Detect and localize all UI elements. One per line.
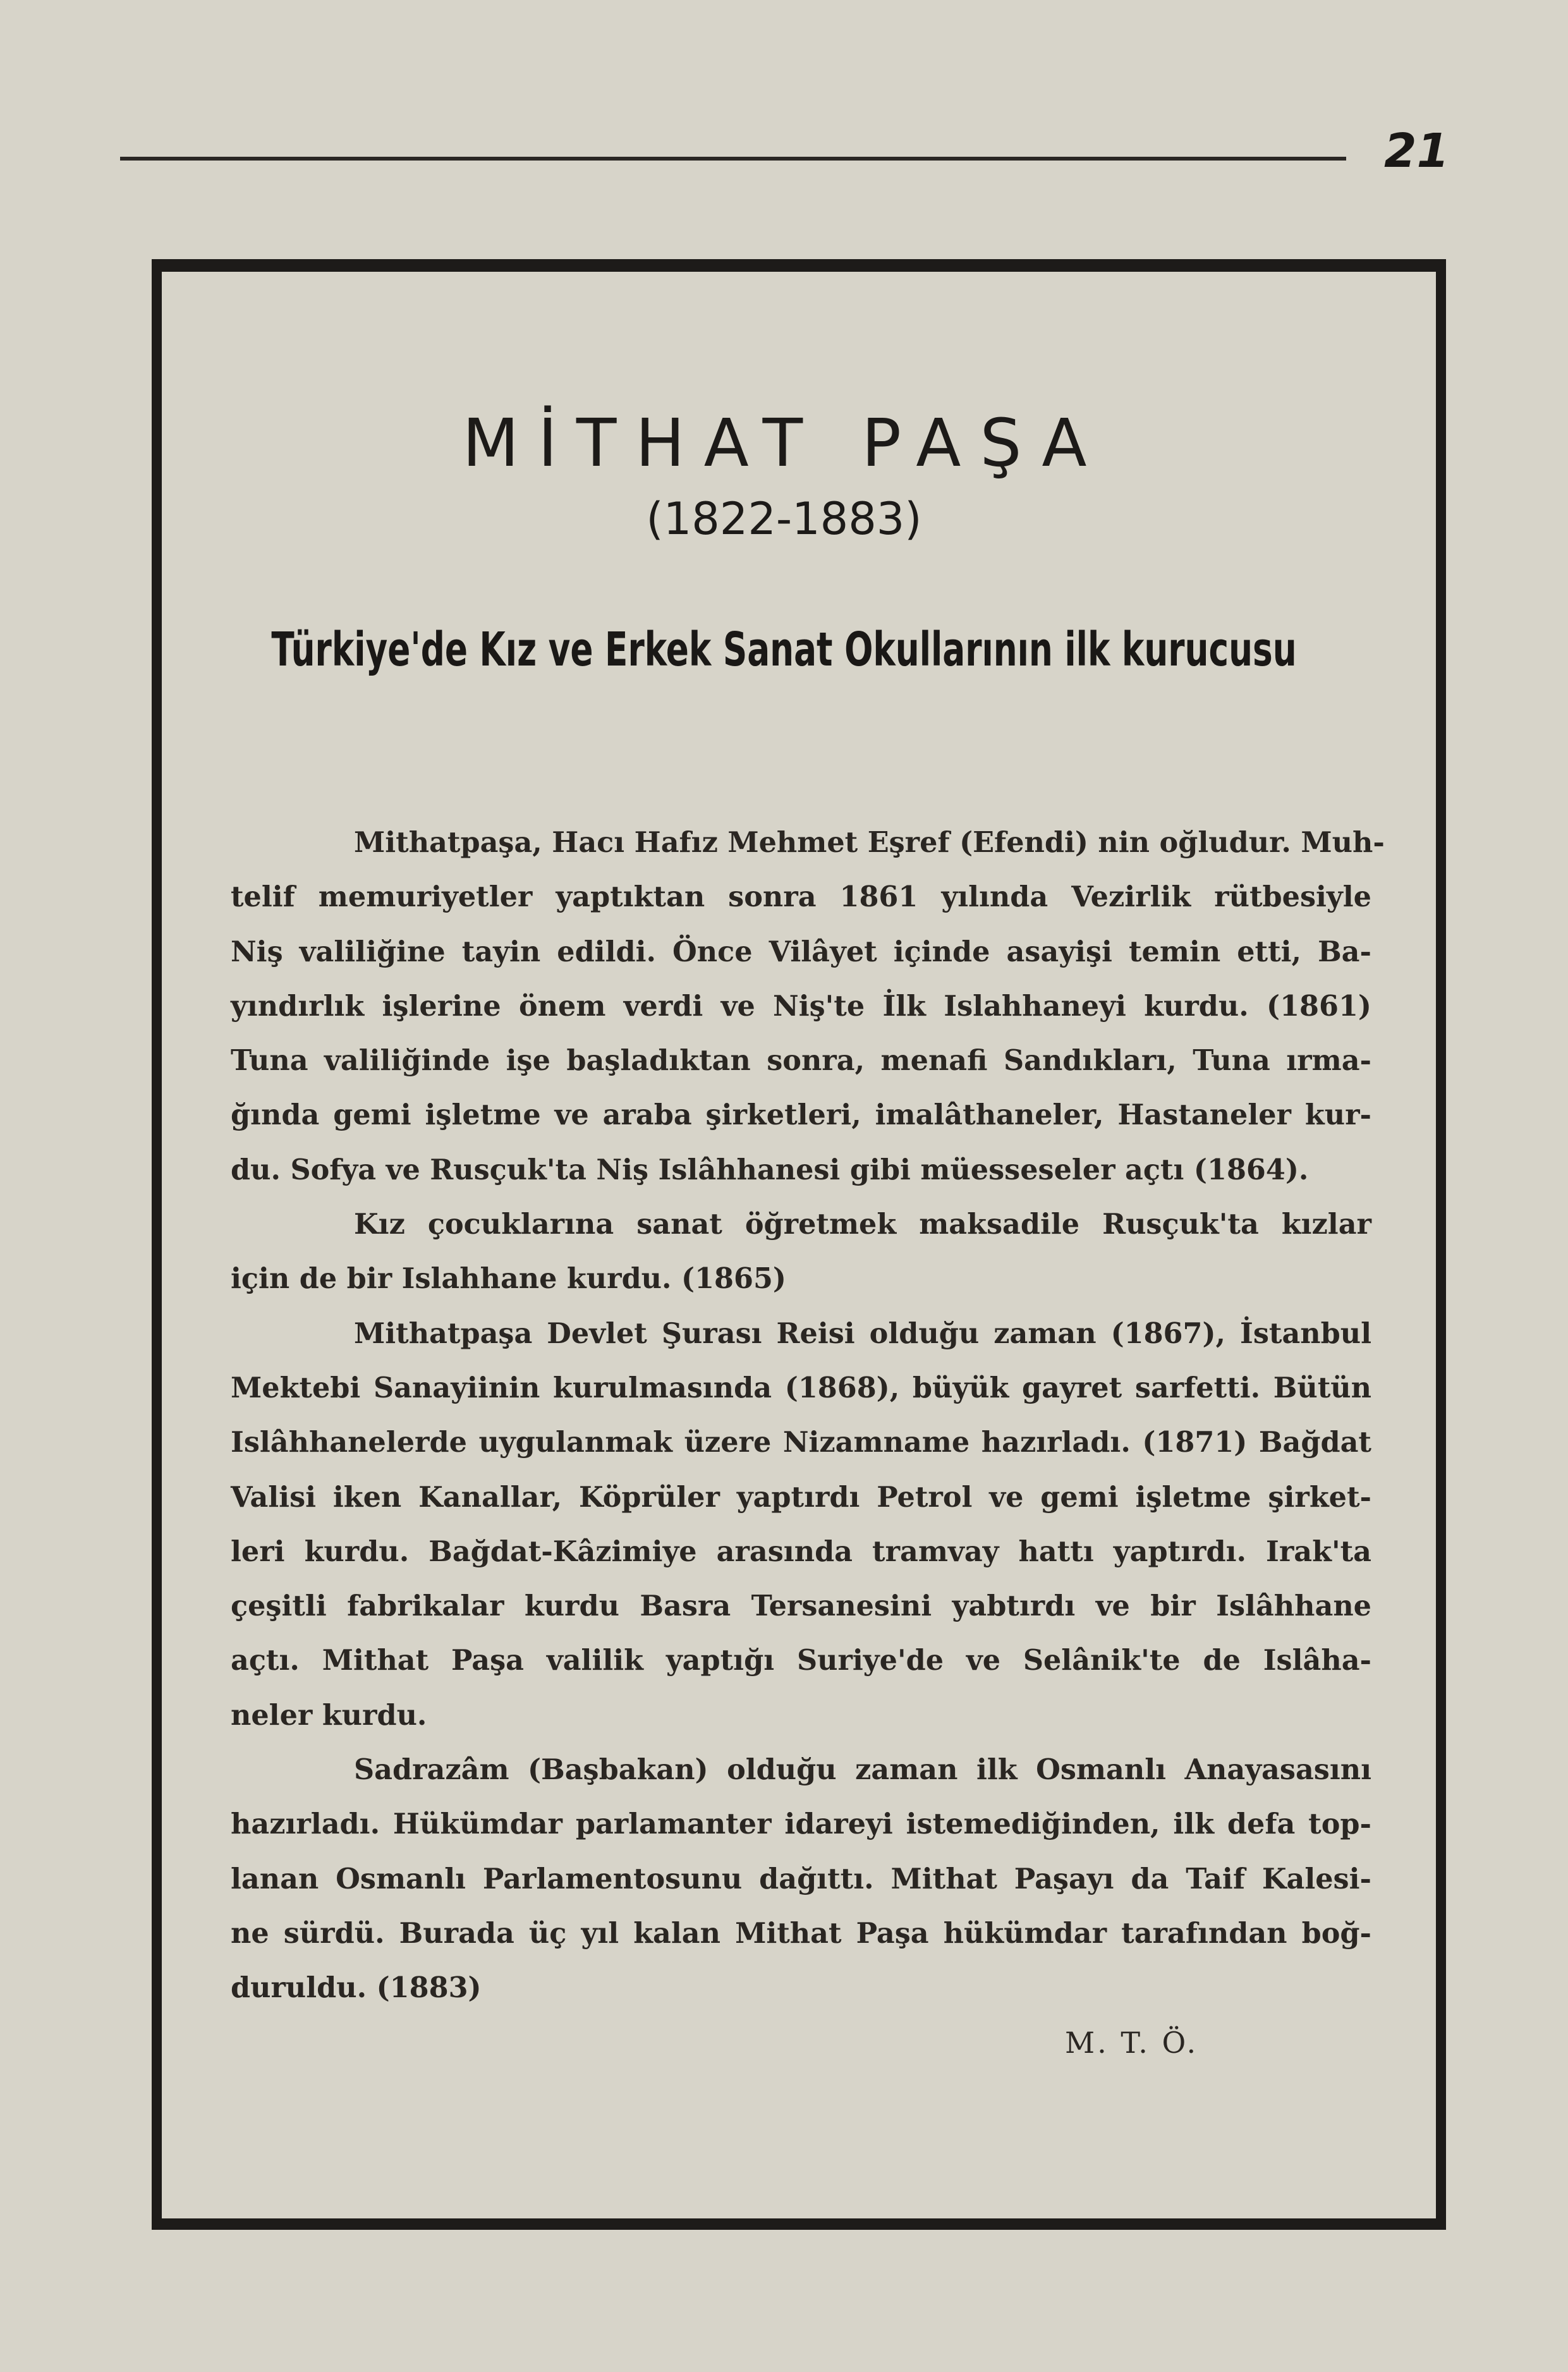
text-line: hazırladı. Hükümdar parlamanter idareyi istemediğinden, ilk defa top-: [231, 1808, 1371, 1841]
text-line: açtı. Mithat Paşa valilik yaptığı Suriye'de ve Selânik'te de Islâha-: [231, 1644, 1371, 1677]
text-line: için de bir Islahhane kurdu. (1865): [231, 1262, 786, 1296]
biography-text: [231, 815, 1385, 2016]
text-line: telif memuriyetler yaptıktan sonra 1861 yılında Vezirlik rütbesiyle: [231, 880, 1371, 914]
text-line: leri kurdu. Bağdat-Kâzimiye arasında tramvay hattı yaptırdı. Irak'ta: [231, 1535, 1371, 1568]
text-line: Islâhhanelerde uygulanmak üzere Nizamname hazırladı. (1871) Bağdat: [231, 1426, 1371, 1459]
text-line: duruldu. (1883): [231, 1971, 482, 2005]
lifespan-years: (1822-1883): [646, 493, 922, 545]
page-number: 21: [1384, 124, 1449, 178]
text-line: Tuna valiliğinde işe başladıktan sonra, menafi Sandıkları, Tuna ırma-: [231, 1044, 1371, 1078]
text-line: neler kurdu.: [231, 1698, 427, 1732]
text-line: Niş valiliğine tayin edildi. Önce Vilâyet içinde asayişi temin etti, Ba-: [231, 935, 1371, 968]
top-rule: [120, 157, 1346, 161]
text-line: Valisi iken Kanallar, Köprüler yaptırdı Petrol ve gemi işletme şirket-: [231, 1480, 1371, 1514]
text-line: Mektebi Sanayiinin kurulmasında (1868), büyük gayret sarfetti. Bütün: [231, 1371, 1371, 1404]
text-line: lanan Osmanlı Parlamentosunu dağıttı. Mithat Paşayı da Taif Kalesi-: [231, 1862, 1371, 1895]
text-line: ğında gemi işletme ve araba şirketleri, imalâthaneler, Hastaneler kur-: [231, 1098, 1371, 1132]
page-title: MİTHAT PAŞA: [462, 404, 1106, 482]
text-line: çeşitli fabrikalar kurdu Basra Tersanesini yabtırdı ve bir Islâhhane: [231, 1590, 1371, 1623]
page-subtitle: Türkiye'de Kız ve Erkek Sanat Okullarının ilk kurucusu: [271, 623, 1297, 677]
text-line: Mithatpaşa Devlet Şurası Reisi olduğu zaman (1867), İstanbul: [354, 1317, 1371, 1350]
author-initials: M. T. Ö.: [1065, 2026, 1199, 2060]
text-line: Kız çocuklarına sanat öğretmek maksadile Rusçuk'ta kızlar: [354, 1208, 1371, 1241]
text-line: du. Sofya ve Rusçuk'ta Niş Islâhhanesi gibi müesseseler açtı (1864).: [231, 1153, 1309, 1186]
text-line: yındırlık işlerine önem verdi ve Niş'te İlk Islahhaneyi kurdu. (1861): [231, 989, 1371, 1023]
text-line: ne sürdü. Burada üç yıl kalan Mithat Paşa hükümdar tarafından boğ-: [231, 1916, 1371, 1950]
text-line: Mithatpaşa, Hacı Hafız Mehmet Eşref (Efendi) nin oğludur. Muh-: [354, 826, 1385, 859]
text-line: Sadrazâm (Başbakan) olduğu zaman ilk Osmanlı Anayasasını: [354, 1753, 1371, 1787]
